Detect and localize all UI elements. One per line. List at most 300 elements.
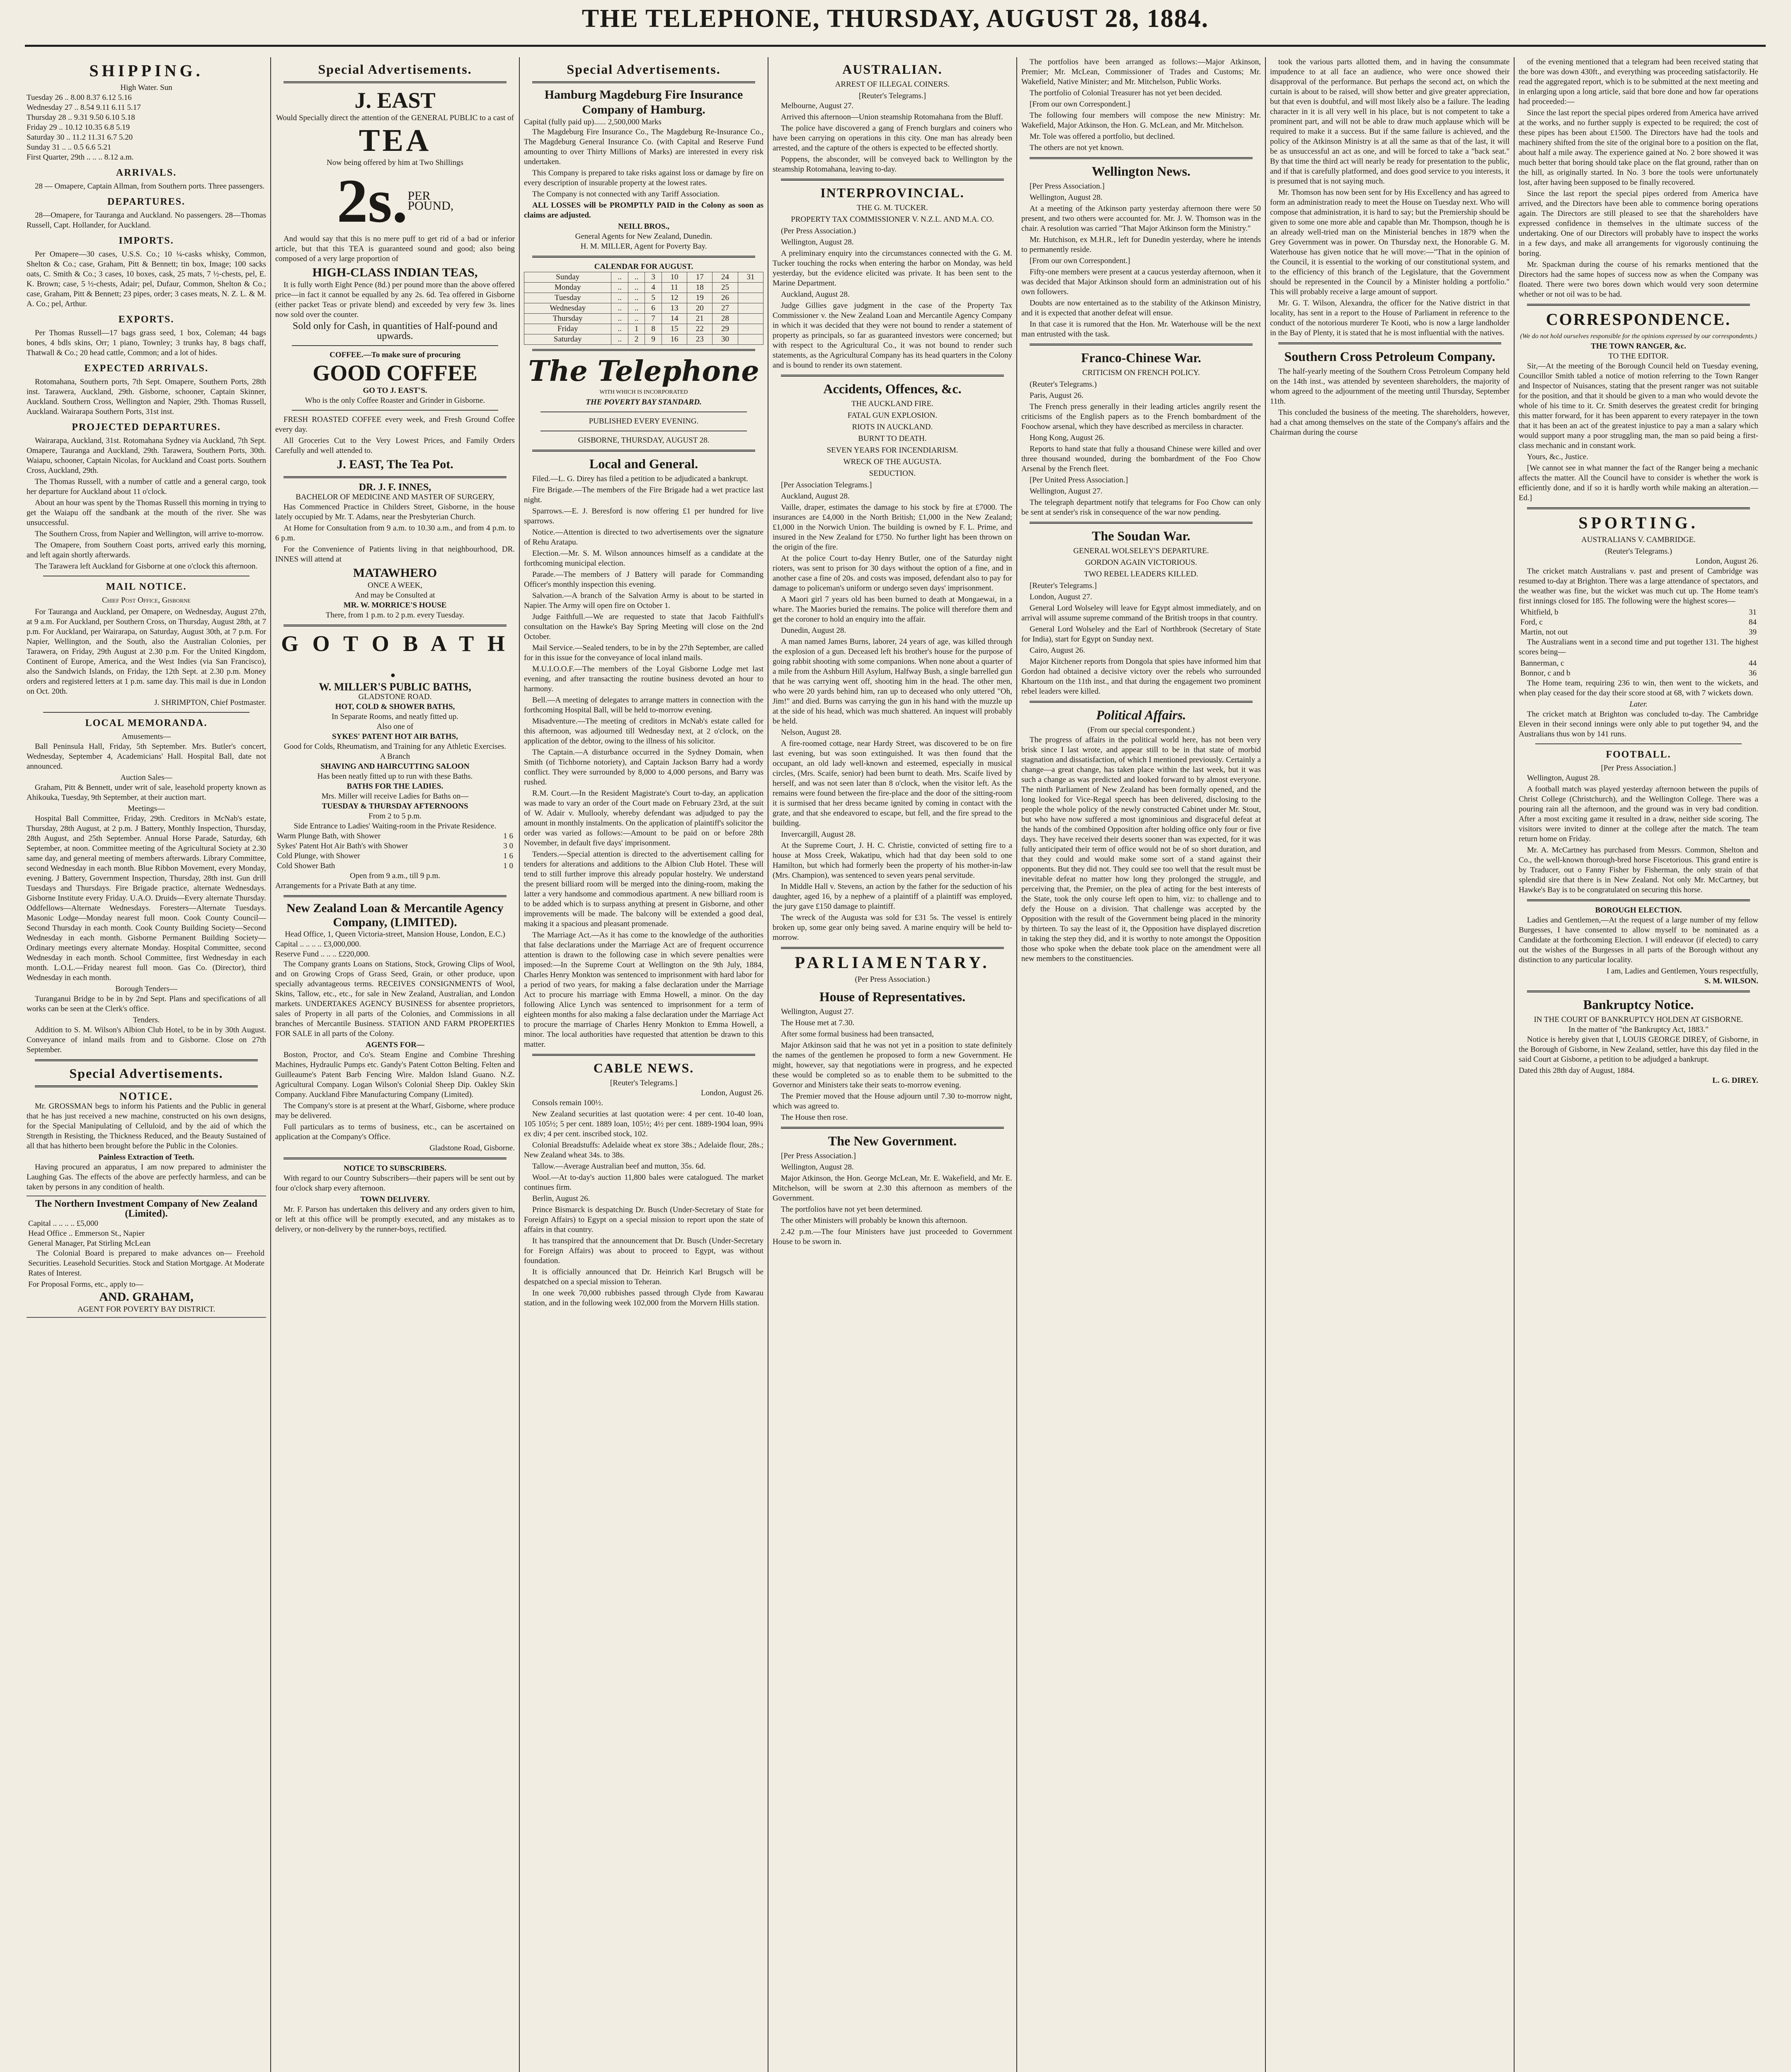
- score-row-cell: 44: [1749, 659, 1757, 668]
- calendar-row-cell: 17: [687, 272, 713, 283]
- calendar-row-cell: ..: [628, 293, 645, 303]
- interprovincial-paragraph: Wellington, August 28.: [781, 238, 854, 247]
- shaving-heading: SHAVING AND HAIRCUTTING SALOON: [320, 762, 470, 771]
- town-delivery-text: Mr. F. Parson has undertaken this delivery and any orders given to him, or left at this office will be promptly executed, and any mistakes as to delivery, or non-delivery by the runner-boys, rectified.: [275, 1205, 515, 1234]
- tide-row: Sunday 31 .. .. 0.5 6.6 5.21: [27, 143, 111, 152]
- once-a-week: ONCE A WEEK,: [367, 581, 423, 590]
- divider: [532, 81, 755, 83]
- soudan-subheads: [1021, 546, 1261, 579]
- agents-list: Boston, Proctor, and Co's. Steam Engine and Combine Threshing Machines, Hydraulic Pumps etc. Gandy's Patent Cotton Belting. Felten and Guilleaume's Patent Barb Fencing Wire. Maldon Island Guano. N.Z. Agricultural Company. Logan Wilson's Colonial Sheep Dip. Oakley Skin Company. Auckland Fibre Manufacturing Company (Limited).: [275, 1051, 515, 1099]
- divider: [532, 349, 755, 351]
- australian-heading: AUSTRALIAN.: [842, 62, 943, 77]
- painless-heading: Painless Extraction of Teeth.: [98, 1153, 194, 1162]
- nzloan-office: Head Office, 1, Queen Victoria-street, Mansion House, London, E.C.): [285, 930, 505, 939]
- divider: [284, 81, 507, 83]
- calendar-row-cell: ..: [611, 293, 628, 303]
- divider: [292, 410, 498, 411]
- logo-incorporated: WITH WHICH IS INCORPORATED: [599, 389, 688, 395]
- grossman-ad-text: Mr. GROSSMAN begs to inform his Patients and the Public in general that he has just received a new machine, constructed on his own designs, for the Special Manipulating of Celluloid, and by the aid of which the Strength in Resisting, the Thickness Reduced, and the Beauty Sustained of all that has hitherto been brought before the Public in the Colonies.: [27, 1102, 266, 1150]
- divider: [1535, 743, 1742, 744]
- cable-paragraph: Colonial Breadstuffs: Adelaide wheat ex store 38s.; Adelaide flour, 28s.; New Zealand wheat 34s. to 38s.: [524, 1141, 763, 1159]
- indian-tea-heading: HIGH-CLASS INDIAN TEAS,: [312, 266, 478, 279]
- tenders-text: Addition to S. M. Wilson's Albion Club Hotel, to be in by 30th August. Conveyance of inland mails from and to Gisborne. Close on 27th September.: [27, 1026, 266, 1054]
- cable-news: [524, 1098, 763, 1308]
- northern-title: The Northern Investment Company of New Zealand (Limited).: [35, 1198, 257, 1219]
- wellington-paragraph: Doubts are now entertained as to the stability of the Atkinson Ministry, and it is expected that another defeat will ensue.: [1021, 299, 1261, 317]
- baths-text: In Separate Rooms, and neatly fitted up.: [331, 712, 459, 721]
- branch-label: A Branch: [380, 752, 410, 761]
- tide-row: Thursday 28 .. 9.31 9.50 6.10 5.18: [27, 113, 135, 122]
- australian-news: [773, 101, 1012, 174]
- hot-cold-baths: HOT, COLD & SHOWER BATHS,: [335, 702, 455, 711]
- accidents-subhead: WRECK OF THE AUGUSTA.: [843, 457, 942, 466]
- expected-heading: EXPECTED ARRIVALS.: [84, 363, 208, 374]
- football-paragraph: Wellington, August 28.: [1527, 774, 1600, 782]
- calendar-row-cell: 29: [713, 324, 738, 334]
- northern-investment-ad: [27, 1196, 266, 1318]
- portfolio-paragraph: The portfolio of Colonial Treasurer has not yet been decided.: [1030, 89, 1222, 97]
- calendar-row-cell: 8: [645, 324, 662, 334]
- cable-paragraph: Wool.—At to-day's auction 11,800 bales were catalogued. The market continues firm.: [524, 1173, 763, 1192]
- calendar-row: [524, 324, 763, 334]
- divider: [532, 1054, 755, 1056]
- cable-heading: CABLE NEWS.: [593, 1060, 694, 1075]
- tea-heading: TEA: [359, 123, 431, 158]
- score-row-cell: Whitfield, b: [1520, 608, 1558, 617]
- accidents-paragraph: [Per Association Telegrams.]: [781, 481, 872, 489]
- shaving-text: Has been neatly fitted up to run with these Baths.: [317, 772, 473, 781]
- franco-chinese-heading: Franco-Chinese War.: [1081, 350, 1201, 365]
- franco-paragraph: Reports to hand state that fully a thousand Chinese were killed and over three thousand wounded, during the bombardment of the Foo Chow Arsenal by the French fleet.: [1021, 445, 1261, 473]
- soudan-news: [1021, 581, 1261, 697]
- divider: [781, 947, 1004, 949]
- ladies-text: Mrs. Miller will receive Ladies for Baths on—: [321, 792, 469, 801]
- soudan-subhead: GENERAL WOLSELEY'S DEPARTURE.: [1073, 547, 1209, 555]
- parliamentary-paragraph: The House then rose.: [781, 1113, 848, 1122]
- soudan-paragraph: Major Kitchener reports from Dongola that spies have informed him that Gordon had obtained a decisive victory over the rebels who surrounded Khartoum on the 11th inst., and that during the engagement two prominent rebel leaders were killed.: [1021, 657, 1261, 696]
- interprovincial-paragraph: (Per Press Association.): [781, 227, 856, 235]
- bath-price-row-cell: Sykes' Patent Hot Air Bath's with Shower: [277, 842, 408, 850]
- southern-cross-heading: Southern Cross Petroleum Company.: [1284, 349, 1495, 364]
- tide-header: High Water. Sun: [120, 83, 172, 92]
- nzloan-reserve: Reserve Fund .. .. .. £220,000.: [275, 950, 370, 959]
- parliamentary-paragraph: After some formal business had been transacted,: [781, 1030, 934, 1038]
- correspondence-heading: CORRESPONDENCE.: [1546, 310, 1731, 329]
- calendar-row-cell: 9: [645, 334, 662, 345]
- northern-office: Head Office .. Emmerson St., Napier: [28, 1229, 145, 1238]
- new-government-paragraph: Wellington, August 28.: [781, 1163, 854, 1172]
- newspaper-logo: The Telephone: [528, 355, 759, 388]
- innes-hours: At Home for Consultation from 9 a.m. to 10.30 a.m., and from 4 p.m. to 6 p.m.: [275, 524, 515, 542]
- score-row: [1519, 668, 1758, 678]
- tide-row: Wednesday 27 .. 8.54 9.11 6.11 5.17: [27, 103, 141, 112]
- local-news-paragraph: Mail Service.—Sealed tenders, to be in by the 27th September, are called for in this issue for the conveyance of local inland mails.: [524, 644, 763, 662]
- calendar-row-cell: 7: [645, 314, 662, 324]
- wellington-news: [1021, 182, 1261, 339]
- northern-capital: Capital .. .. .. .. £5,000: [28, 1219, 98, 1228]
- political-heading: Political Affairs.: [1096, 707, 1186, 722]
- calendar-row-cell: Tuesday: [524, 293, 611, 303]
- accidents-paragraph: At the police Court to-day Henry Butler, one of the Saturday night rioters, was sent to prison for 30 days without the option of a fine, and in another case a fine of 20s. and costs was imposed, defendant also to pay for damage to policeman's uniform or undergo seven days' imprisonment.: [773, 554, 1012, 593]
- divider: [1527, 304, 1750, 306]
- expected-text: Rotomahana, Southern ports, 7th Sept. Omapere, Southern Ports, 28th inst. Tarawera, Auckland, 29th. Gisborne, schooner, Captain Skinner, Auckland. Southern Cross, Wellington and Napier, 29th. Thomas Russell, Auckland. Wairarapa Southern Ports, 31st inst.: [27, 378, 266, 416]
- football-paragraph: Mr. A. McCartney has purchased from Messrs. Common, Shelton and Co., the well-known thorough-bred horse Fiscetorious. This grand entire is by Traducer, out o Fanny Fisher by Fisherman, the only strain of that splendid sire that there is in New Zealand. Not only Mr. McCartney, but Hawke's Bay is to be congratulated on securing this horse.: [1519, 846, 1758, 894]
- hamburg-text: The Magdeburg Fire Insurance Co., The Magdeburg Re-Insurance Co., The Magdeburg General Insurance Co. (with Capital and Reserve Fund amounting to over Thirty Millions of Marks) are interested in every risk undertaken.: [524, 128, 763, 166]
- portfolio-paragraph: The portfolios have been arranged as follows:—Major Atkinson, Premier; Mr. McLean, Commissioner of Trades and Customs; Mr. Wakefield, Native Minister; and Mr. Mitchelson, Public Works.: [1021, 58, 1261, 86]
- parliamentary-sub: (Per Press Association.): [855, 975, 930, 984]
- parliamentary-paragraph: Wellington, August 27.: [781, 1007, 854, 1016]
- calendar-row-cell: 6: [645, 303, 662, 314]
- sporting-text-3: The Home team, requiring 236 to win, then went to the wickets, and when play ceased for the day their score stood at 68, with 7 wickets down.: [1519, 679, 1758, 697]
- political-paragraph: Mr. Thomson has now been sent for by His Excellency and has agreed to form an administration ready to meet the House on Tuesday next. Who will compose that administration, it is hard to say; but the Premiership should be given to some one more able and capable than Mr. Thompson, though he is an already well-tried man on the Ministerial benches in 1879 when the Grey Government was in power. On Thursday next, the Honorable G. M. Waterhouse has given notice that he will move:—"That in the opinion of the Council, it is essential to the working of our constitutional system, and to the efficiency of this branch of the Legislature, that the Government should be represented in the Council by a Minister holding a portfolio." This will probably receive a large amount of support.: [1270, 188, 1510, 296]
- football-sub: [Per Press Association.]: [1601, 764, 1676, 772]
- score-row-cell: Bannerman, c: [1520, 659, 1564, 668]
- cable-paragraph: It has transpired that the announcement that Dr. Busch (Under-Secretary for Foreign Affairs) was about to proceed to Egypt, was without foundation.: [524, 1237, 763, 1265]
- logo-standard: THE POVERTY BAY STANDARD.: [586, 398, 702, 407]
- cable-paragraph: In one week 70,000 rubbishes passed through Clyde from Kawarau station, and in the following week 102,000 from the Morvern Hills station.: [524, 1289, 763, 1307]
- calendar-row-cell: 24: [713, 272, 738, 283]
- northern-manager: General Manager, Pat Stirling McLean: [28, 1239, 151, 1248]
- town-delivery-heading: TOWN DELIVERY.: [360, 1195, 430, 1204]
- amusements-heading: Amusements—: [121, 732, 171, 741]
- correspondence-paragraph: [We cannot see in what manner the fact of the Ranger being a mechanic affects the matter. All the Council have to consider is whether the work is efficiently done, and if so it is hardly worth while making an alteration.—Ed.]: [1519, 464, 1758, 502]
- election-close: I am, Ladies and Gentlemen, Yours respectfully,: [1606, 967, 1758, 975]
- calendar-row-cell: ..: [611, 272, 628, 283]
- accidents-subhead: SEDUCTION.: [869, 469, 916, 478]
- shipping-paragraph: The Omapere, from Southern Coast ports, arrived early this morning, and left again shortly afterwards.: [27, 541, 266, 559]
- calendar-row-cell: 28: [713, 314, 738, 324]
- interprovincial-heading: INTERPROVINCIAL.: [820, 185, 965, 200]
- postmaster-signature: J. SHRIMPTON, Chief Postmaster.: [154, 698, 266, 707]
- innes-subtitle: BACHELOR OF MEDICINE AND MASTER OF SURGERY,: [296, 493, 494, 501]
- innes-text: Has Commenced Practice in Childers Street, Gisborne, in the house lately occupied by Mr. T. Adams, near the Presbyterian Church.: [275, 503, 515, 521]
- southern-cross-paragraph: The half-yearly meeting of the Southern Cross Petroleum Company held on the 14th inst., was attended by seventeen shareholders, the majority of whom agreed to the adjournment of the meeting until Thursday, September 11th.: [1270, 367, 1510, 406]
- cable-paragraph: Prince Bismarck is despatching Dr. Busch (Under-Secretary of State for Foreign Affairs) to Egypt on a special mission to report upon the state of affairs in that country.: [524, 1205, 763, 1234]
- projected-heading: PROJECTED DEPARTURES.: [72, 422, 221, 433]
- sporting-paragraph: The cricket match Australians v. past and present of Cambridge was resumed to-day at Brighton. There was a large attendance of spectators, and the weather was fine, but the wicket was much cut up. The Home team's first innings closed for 185. The following were the highest scores—: [1519, 567, 1758, 605]
- exports-text: Per Thomas Russell—17 bags grass seed, 1 box, Coleman; 44 bags bones, 4 bdls skins, Orr; 1 piano, Townley; 3 trunks hay, 8 bags chaff, Thatwall & Co.; 20 head cattle, Common; and a lot of hides.: [27, 329, 266, 357]
- fresh-coffee-text: FRESH ROASTED COFFEE every week, and Fresh Ground Coffee every day.: [275, 415, 515, 434]
- calendar-row-cell: 22: [687, 324, 713, 334]
- franco-news: [1021, 380, 1261, 518]
- new-government-paragraph: 2.42 p.m.—The four Ministers have just proceeded to Government House to be sworn in.: [773, 1227, 1012, 1246]
- bath-price-row: [275, 861, 515, 871]
- local-general-heading: Local and General.: [589, 456, 698, 471]
- east-name: J. EAST: [354, 88, 436, 113]
- soudan-paragraph: [Reuter's Telegrams.]: [1030, 581, 1097, 590]
- score-row: [1519, 608, 1758, 617]
- hamburg-prep: This Company is prepared to take risks against loss or damage by fire on every description of insurable property at the lowest rates.: [524, 169, 763, 187]
- divider: [540, 411, 747, 412]
- amusements-text: Ball Peninsula Hall, Friday, 5th September. Mrs. Butler's concert, Wednesday, September 4, Academicians' Hall. Hospital Ball, date not announced.: [27, 742, 266, 771]
- correspondence-paragraph: Sir,—At the meeting of the Borough Council held on Tuesday evening, Councillor Smith tabled a notice of motion referring to the Town Ranger and Inspector of Nuisances, stating that the present ranger was not suitable for the position, and that it should be given to a man who would devote the whole of his time to it. Cr. Smith deserves the greatest credit for bringing this matter forward, for it has been apparent to every ratepayer in the town that it has been an act of the greatest injustice to pay a man a salary which would support many a poor struggling man, the man so paid being a first-class mechanic and in constant work.: [1519, 362, 1758, 450]
- divider: [1030, 522, 1253, 524]
- calendar-row-cell: [738, 334, 763, 345]
- divider: [284, 625, 507, 627]
- political-paragraph: The progress of affairs in the political world here, has not been very brisk since I last wrote, and appear still to be in that state of morbid stagnation and dissatisfaction, of which I mentioned previously. Certainly a change—a great change, has taken place within the last week, but it was such a change as was predicted and looked forward to by almost everyone. The ninth Parliament of New Zealand has been formally opened, and the long looked for Vice-Regal speech has been delivered, disclosing to the people the whole policy of the newly constructed Cabinet under Mr. Stout, but who have now suffered a most ignominious and disgraceful defeat at the hands of the combined Opposition after holding office only four or five days. They have received their deserts sooner than was expected, for it was fully anticipated their term of office would not be of so short duration, and that they could and would make some sort of a stand against their opponents. But they did not. They could see too well that the result must be inevitable defeat no matter how long they prolonged the struggle, and perceiving that, the Premier, on the plea of acting for the best interests of the State, took the only course left open to him, viz: to challenge and to defy the House on a division. That challenge was accepted by the Opposition with the result of the Government being placed in the minority by thirteen. To say the least of it, the Opposition have displayed discretion in taking the step they did, and it is worthy to note amongst the Opposition those who spoke when the debate took place on the amendment were all new members to the constituencies.: [1021, 736, 1261, 963]
- score-table: [1519, 658, 1758, 678]
- calendar-row-cell: 1: [628, 324, 645, 334]
- calendar-row-cell: 30: [713, 334, 738, 345]
- shipping-paragraph: About an hour was spent by the Thomas Russell this morning in trying to get the Waiapu off the sandbank at the mouth of the river. She was unsuccessful.: [27, 499, 266, 527]
- bath-price-row-cell: 1 6: [503, 852, 513, 860]
- hamburg-losses: ALL LOSSES will be PROMPTLY PAID in the Colony as soon as claims are adjusted.: [524, 201, 763, 220]
- ladies-hours: From 2 to 5 p.m.: [368, 812, 422, 821]
- exports-heading: EXPORTS.: [118, 314, 174, 325]
- calendar-row-cell: [738, 324, 763, 334]
- new-government-paragraph: Major Atkinson, the Hon. George McLean, Mr. E. Wakefield, and Mr. E. Mitchelson, will be sworn at 2.30 this afternoon as members of the Government.: [773, 1174, 1012, 1203]
- calendar-row-cell: [738, 283, 763, 293]
- neill-sub: General Agents for New Zealand, Dunedin.: [575, 232, 713, 241]
- calendar-row-cell: 18: [687, 283, 713, 293]
- soudan-heading: The Soudan War.: [1092, 528, 1190, 543]
- baths-heading: W. MILLER'S PUBLIC BATHS,: [319, 681, 471, 693]
- interprovincial-paragraph: Judge Gillies gave judgment in the case of the Property Tax Commissioner v. the New Zealand Loan and Mercantile Agency Company in which it was decided that they were not bound to render a statement of property as principals, so far as guaranteed investors were concerned; but with respect to the Agricultural Co., it was not bound to render such statements, as the Agricultural Company has its head quarters in the Colony and is bound to render its own statement.: [773, 301, 1012, 370]
- arrivals-heading: ARRIVALS.: [116, 167, 177, 178]
- accidents-subhead: BURNT TO DEATH.: [858, 434, 927, 443]
- calendar-row-cell: Sunday: [524, 272, 611, 283]
- interprovincial-paragraph: A preliminary enquiry into the circumstances connected with the G. M. Tucker touching the rocks when entering the harbor on Monday, was held yesterday, but the evidence elicited was private. It has been sent to the Marine Department.: [773, 249, 1012, 288]
- local-news-paragraph: Election.—Mr. S. M. Wilson announces himself as a candidate at the forthcoming municipal election.: [524, 549, 763, 568]
- wellington-paragraph: [Per Press Association.]: [1030, 182, 1105, 191]
- calendar-row-cell: 19: [687, 293, 713, 303]
- franco-paragraph: The French press generally in their leading articles angrily resent the criticisms of the English papers as to the French bombardment of the Foochow arsenal, which they have described as merciless in character.: [1021, 402, 1261, 431]
- baths-road: GLADSTONE ROAD.: [358, 692, 432, 701]
- calendar-row-cell: 12: [662, 293, 687, 303]
- australian-paragraph: Arrived this afternoon—Union steamship Rotomahana from the Bluff.: [781, 113, 1003, 121]
- accidents-subhead: SEVEN YEARS FOR INCENDIARISM.: [826, 446, 958, 455]
- australian-sub: ARREST OF ILLEGAL COINERS.: [835, 80, 950, 89]
- local-news-paragraph: Bell.—A meeting of delegates to arrange matters in connection with the forthcoming Hospital Ball, will be held to-morrow evening.: [524, 696, 763, 714]
- local-news-paragraph: Misadventure.—The meeting of creditors in McNab's estate called for this afternoon, was adjourned till Wednesday next, at 2 o'clock, on the application of the debtor, owing to the illness of his solicitor.: [524, 717, 763, 746]
- painless-text: Having procured an apparatus, I am now prepared to administer the Laughing Gas. The effects of the above are perfectly harmless, and can be taken by persons in any condition of health.: [27, 1163, 266, 1191]
- matawhero-heading: MATAWHERO: [353, 566, 437, 580]
- political-news-continued: [1270, 57, 1510, 338]
- hamburg-capital: Capital (fully paid up)...... 2,500,000 Marks: [524, 118, 662, 126]
- private-bath: Arrangements for a Private Bath at any time.: [275, 881, 417, 890]
- column-separator: [1016, 57, 1017, 2072]
- column-7: [1519, 57, 1758, 2072]
- northern-text: The Colonial Board is prepared to make advances on— Freehold Securities. Leasehold Securities. Stock and Station Mortgage. At Moderate Rates of Interest.: [28, 1249, 264, 1278]
- divider: [284, 895, 507, 897]
- portfolio-paragraph: Mr. Tole was offered a portfolio, but declined.: [1030, 132, 1175, 141]
- football-paragraph: A football match was played yesterday afternoon between the pupils of Christ College (Christchurch), and the Wellington College. There was a pouring rain all the afternoon, and the ground was in very bad condition. After a most exciting game it resulted in a draw, neither side scoring. The visitors were invited to dinner at the college after the match. The team return home on Friday.: [1519, 785, 1758, 843]
- calendar-row-cell: 10: [662, 272, 687, 283]
- calendar-row-cell: 13: [662, 303, 687, 314]
- departures-heading: DEPARTURES.: [107, 196, 186, 207]
- accidents-paragraph: At the Supreme Court, J. H. C. Christie, convicted of setting fire to a house at Moss Creek, Wakatipu, which had that day been sold to one Hamilton, but which had formerly been the property of his mother-in-law (Mrs. Champion), was sentenced to seven years penal servitude.: [773, 841, 1012, 880]
- parliamentary-heading: PARLIAMENTARY.: [795, 953, 990, 972]
- australian-paragraph: Poppens, the absconder, will be conveyed back to Wellington by the steamship Rotomahana, leaving to-day.: [773, 155, 1012, 174]
- borough-tenders-text: Turanganui Bridge to be in by 2nd Sept. Plans and specifications of all works can be seen at the Clerk's office.: [27, 995, 266, 1013]
- auction-text: Graham, Pitt & Bennett, under writ of sale, leasehold property known as Ahikouka, Tuesday, 9th September, at their auction mart.: [27, 783, 266, 802]
- sporting-reuter: (Reuter's Telegrams.): [1604, 547, 1672, 556]
- local-news-paragraph: Fire Brigade.—The members of the Fire Brigade had a wet practice last night.: [524, 486, 763, 504]
- local-news-paragraph: The Captain.—A disturbance occurred in the Sydney Domain, when Smith (of Tichborne notoriety), and Captain Jackson Barry had a wordy conflict. They were surrounded by 8,000 to 4,000 persons, and Barry was rushed.: [524, 748, 763, 787]
- football-heading: FOOTBALL.: [1606, 749, 1671, 760]
- accidents-paragraph: A fire-roomed cottage, near Hardy Street, was discovered to be on fire last evening, but was soon extinguished. It was then found that the occupant, an old lady well-known and esteemed, especially in musical circles, (Mrs. Scaife, senior) had been burnt to death. Mrs. Scaife lived by herself, and was not seen later than 8 o'clock, when the visitor left. As the remains were found between the fire-place and the door of the sitting-room it is surmised that her dress became ignited by coming in contact with the grate, and that she endeavored to escape, but fell, and the fire spread to the building.: [773, 739, 1012, 828]
- franco-paragraph: [Per United Press Association.]: [1030, 476, 1128, 484]
- local-memoranda-heading: LOCAL MEMORANDA.: [85, 718, 208, 729]
- new-government-paragraph: The portfolios have not yet been determined.: [781, 1205, 923, 1214]
- calendar-row-cell: 31: [738, 272, 763, 283]
- franco-paragraph: Wellington, August 27.: [1030, 487, 1103, 496]
- divider: [284, 476, 507, 478]
- special-ads-heading: Special Advertisements.: [318, 62, 472, 77]
- tenders-heading: Tenders.: [133, 1016, 160, 1024]
- political-paragraph: took the various parts allotted them, and in having the consummate impudence to at all face an audience, who were once showed their disapproval of the performance. But perhaps the second act, on which the curtain is about to be raised, will show better and give greater appreciation, but that even is doubtful, and will most likely also be a failure. The leading character in it is all very well in his place, but is not competent to take a prominent part, and will not be able to draw much applause which will be required to make it a success. But if the same failure is achieved, and the policy of the Atkinson Ministry is at all the same as that of the last, it will be as unsuccessful an act as one, and will be forced to take a "back seat." By that time the third act will nearly be ready for presentation to the public, and if that is carefully platformed, and does good service to you interests, it is presumed that is not saying much.: [1270, 58, 1510, 186]
- calendar-table: [524, 272, 763, 345]
- bath-price-row-cell: 1 0: [503, 862, 513, 870]
- local-news-paragraph: Tenders.—Special attention is directed to the advertisement calling for tenders for alterations and additions to the Albion Club Hotel. These will tend to still further improve this already popular hostelry. We understand the present billiard room will be merged into the dining-room, making the latter a very handsome and commodious apartment. A new billiard room is to be added which is to surpass anything at present in Gisborne, and other improvements will be made. The balcony will be extended a good deal, making it a spacious and pleasant promenade.: [524, 850, 763, 928]
- correspondence-text: [1519, 361, 1758, 503]
- divider: [35, 1085, 258, 1087]
- departures-text: 28—Omapere, for Tauranga and Auckland. No passengers. 28—Thomas Russell, Capt. Hollander, for Auckland.: [27, 211, 266, 230]
- score-row-cell: Ford, c: [1520, 618, 1543, 627]
- calendar-row-cell: 3: [645, 272, 662, 283]
- australian-paragraph: Melbourne, August 27.: [781, 102, 854, 110]
- morrice-house: MR. W. MORRICE'S HOUSE: [343, 601, 447, 610]
- divider: [532, 450, 755, 452]
- dateline: GISBORNE, THURSDAY, AUGUST 28.: [578, 436, 710, 445]
- score-row-cell: 31: [1749, 608, 1757, 617]
- calendar-row-cell: ..: [628, 303, 645, 314]
- bath-price-row-cell: Warm Plunge Bath, with Shower: [277, 832, 381, 840]
- nzloan-heading: New Zealand Loan & Mercantile Agency Company, (LIMITED).: [286, 901, 504, 929]
- calendar-row-cell: Thursday: [524, 314, 611, 324]
- election-text: Ladies and Gentlemen,—At the request of a large number of my fellow Burgesses, I have consented to allow myself to be nominated as a Candidate at the forthcoming Election. I will endeavor (if elected) to carry out the wishes of the Burgesses in all parts of the Borough without any distinction to any particular locality.: [1519, 916, 1758, 964]
- cable-paragraph: Berlin, August 26.: [532, 1194, 590, 1203]
- political-news: [1021, 735, 1261, 964]
- special-ads-heading: Special Advertisements.: [69, 1066, 223, 1081]
- new-government-heading: The New Government.: [828, 1133, 957, 1148]
- ladies-heading: BATHS FOR THE LADIES.: [347, 782, 444, 791]
- agents-for: AGENTS FOR—: [366, 1041, 424, 1049]
- calendar-heading: CALENDAR FOR AUGUST.: [594, 262, 693, 271]
- bankruptcy-heading: Bankruptcy Notice.: [1583, 997, 1694, 1012]
- score-row-cell: 36: [1749, 669, 1757, 678]
- divider: [1030, 701, 1253, 703]
- bath-price-row: [275, 831, 515, 841]
- cable-paragraph: New Zealand securities at last quotation were: 4 per cent. 10-40 loan, 105 105½; 5 per cent. 1889 loan, 105½; 4½ per cent. 1889-1904 loan, 99¾ ex div; 4 per cent. inscribed stock, 102.: [524, 1110, 763, 1138]
- election-heading: BOROUGH ELECTION.: [1595, 906, 1682, 915]
- local-news-paragraph: Judge Faithfull.—We are requested to state that Jacob Faithfull's consultation on the Hawke's Bay Spring Meeting will close on the 2nd October.: [524, 612, 763, 641]
- divider: [781, 375, 1004, 377]
- coffee-intro: COFFEE.—To make sure of procuring: [330, 351, 460, 359]
- bankruptcy-date: Dated this 28th day of August, 1884.: [1519, 1066, 1635, 1075]
- accidents-paragraph: Vaille, draper, estimates the damage to his stock by fire at £7000. The insurances are £4,000 in the North British; £1,000 in the New Zealand; £1,000 in the Norwich Union. The building is owned by F. L. Prime, and insured in the New Zealand for £750. No further light has been thrown on the origin of the fire.: [773, 503, 1012, 552]
- bankruptcy-text: Notice is hereby given that I, LOUIS GEORGE DIREY, of Gisborne, in the Borough of Gisborne, in New Zealand, settler, have this day filed in the said Court at Gisborne, a petition to be adjudged a bankrupt.: [1519, 1035, 1758, 1064]
- franco-paragraph: Paris, August 26.: [1030, 391, 1083, 400]
- cable-paragraph: Consols remain 100½.: [532, 1099, 603, 1107]
- hamburg-heading: Hamburg Magdeburg Fire Insurance Company of Hamburg.: [544, 88, 743, 116]
- cash-only: Sold only for Cash, in quantities of Half-pound and upwards.: [293, 321, 497, 341]
- calendar-row: [524, 303, 763, 314]
- calendar-row-cell: [738, 303, 763, 314]
- meetings-heading: Meetings—: [128, 804, 165, 813]
- divider: [1278, 342, 1501, 344]
- good-coffee-heading: GOOD COFFEE: [313, 361, 477, 385]
- accidents-paragraph: Dunedin, August 28.: [781, 626, 846, 635]
- calendar-row-cell: 5: [645, 293, 662, 303]
- divider: [35, 1059, 258, 1061]
- indian-tea-text: It is fully worth Eight Pence (8d.) per pound more than the above offered price—in fact it cannot be equalled by any 2s. 6d. Tea offered in Gisborne (either packet Teas or private blend) and exceeded by very few 3s. lines now sold over the counter.: [275, 281, 515, 319]
- southern-cross-news: [1270, 367, 1510, 438]
- calendar-row-cell: 27: [713, 303, 738, 314]
- correspondence-note: (We do not hold ourselves responsible for the opinions expressed by our correspondents.): [1520, 333, 1757, 340]
- local-news-paragraph: The Marriage Act.—As it has come to the knowledge of the authorities that false declarations under the Marriage Act are of frequent occurrence attention is drawn to the following case in which severe penalties were imposed:—In the Supreme Court at Wellington on the 9th July, 1884, Charles Henry Monkton was sentenced to imprisonment with hard labor for a period of two years, for making a false declaration under the Marriage Act to procure his marriage with Emma Howell, a minor. On the day following Alice Lynch was sentenced to imprisonment for a term of eighteen months for also making a false declaration under the Marriage Act to procure the marriage of Charles Henry Monkton to Emma Howell, a minor. The local authorities have requested that attention be drawn to this matter.: [524, 931, 763, 1049]
- calendar-row: [524, 293, 763, 303]
- soudan-subhead: TWO REBEL LEADERS KILLED.: [1084, 570, 1198, 579]
- divider: [43, 712, 250, 713]
- bankruptcy-court: IN THE COURT OF BANKRUPTCY HOLDEN AT GISBORNE.: [1534, 1015, 1743, 1024]
- local-news-paragraph: R.M. Court.—In the Resident Magistrate's Court to-day, an application was made to vary an order of the Court made on February 23rd, at the suit of W. Adair v. Mullooly, whereby defendant was adjudged to pay the amount in monthly instalments. On the application of plaintiff's solicitor the order was varied as follows:—Amount to be paid on or before 28th November, in default five days' imprisonment.: [524, 789, 763, 847]
- accidents-subhead: FATAL GUN EXPLOSION.: [847, 411, 938, 420]
- divider: [1527, 899, 1750, 901]
- local-news-paragraph: M.U.I.O.O.F.—The members of the Loyal Gisborne Lodge met last evening, and after transacting the routine business devoted an hour to harmony.: [524, 665, 763, 693]
- oil-company-news: [1519, 57, 1758, 300]
- auction-heading: Auction Sales—: [120, 773, 172, 782]
- column-separator: [519, 57, 520, 2072]
- calendar-row-cell: 16: [662, 334, 687, 345]
- bath-price-row-cell: 1 6: [503, 832, 513, 840]
- correspondence-paragraph: Yours, &c., Justice.: [1527, 453, 1588, 461]
- projected-text: Wairarapa, Auckland, 31st. Rotomahana Sydney via Auckland, 7th Sept. Omapere, Tauranga and Auckland, 29th. Tarawera, Southern Ports, 30th. Waiapu, schooner, Captain Nicolas, for Auckland and Coast ports. Southern Cross, Auckland, 29th.: [27, 436, 266, 475]
- interprovincial-news: [773, 226, 1012, 370]
- correspondence-to: TO THE EDITOR.: [1608, 352, 1669, 361]
- shipping-heading: SHIPPING.: [89, 61, 204, 80]
- portfolio-paragraph: [From our own Correspondent.]: [1030, 100, 1130, 109]
- calendar-row: [524, 283, 763, 293]
- cable-sub: [Reuter's Telegrams.]: [610, 1079, 678, 1087]
- franco-paragraph: (Reuter's Telegrams.): [1030, 380, 1097, 389]
- divider: [1527, 990, 1750, 992]
- calendar-row-cell: Friday: [524, 324, 611, 334]
- tide-table: [27, 93, 266, 152]
- column-5: [1021, 57, 1261, 2072]
- tide-row: Friday 29 .. 10.12 10.35 6.8 5.19: [27, 123, 130, 132]
- coffee-text: Who is the only Coffee Roaster and Grinder in Gisborne.: [305, 396, 485, 405]
- calendar-row: [524, 334, 763, 345]
- soudan-paragraph: Cairo, August 26.: [1030, 646, 1086, 655]
- calendar-row-cell: [738, 314, 763, 324]
- published-daily: PUBLISHED EVERY EVENING.: [589, 417, 699, 426]
- calendar-row: [524, 314, 763, 324]
- local-news-paragraph: Sparrows.—E. J. Beresford is now offering £1 per hundred for live sparrows.: [524, 507, 763, 525]
- go-to-bath: G O T O B A T H .: [281, 631, 509, 682]
- calendar-row-cell: ..: [628, 314, 645, 324]
- cable-paragraph: It is officially announced that Dr. Heinrich Karl Brugsch will be despatched on a special mission to Teheran.: [524, 1268, 763, 1286]
- parliamentary-paragraph: The House met at 7.30.: [781, 1019, 855, 1027]
- football-text: [1519, 773, 1758, 895]
- score-row-cell: 39: [1749, 628, 1757, 637]
- calendar-row-cell: 26: [713, 293, 738, 303]
- calendar-row-cell: ..: [628, 283, 645, 293]
- innes-convenience: For the Convenience of Patients living in that neighbourhood, DR. INNES will attend at: [275, 545, 515, 564]
- oil-paragraph: of the evening mentioned that a telegram had been received stating that the bore was down 430ft., and everything was proceeding satisfactorily. He read the aggregated report, which is to be submitted at the next meeting and in enlarging upon a long article, said that bore done and how far operations had proceeded:—: [1519, 58, 1758, 106]
- cable-date: London, August 26.: [701, 1089, 763, 1097]
- local-news-paragraph: Parade.—The members of J Battery will parade for Commanding Officer's monthly inspection this evening.: [524, 570, 763, 589]
- wellington-paragraph: Wellington, August 28.: [1030, 193, 1103, 202]
- side-entrance: Side Entrance to Ladies' Waiting-room in the Private Residence.: [293, 822, 497, 830]
- accidents-paragraph: Auckland, August 28.: [781, 492, 850, 501]
- calendar-row-cell: 21: [687, 314, 713, 324]
- parliamentary-news: [773, 1007, 1012, 1123]
- consulted-at: And may be Consulted at: [355, 591, 435, 600]
- accidents-subhead: RIOTS IN AUCKLAND.: [852, 423, 933, 431]
- calendar-row-cell: 4: [645, 283, 662, 293]
- score-row: [1519, 617, 1758, 627]
